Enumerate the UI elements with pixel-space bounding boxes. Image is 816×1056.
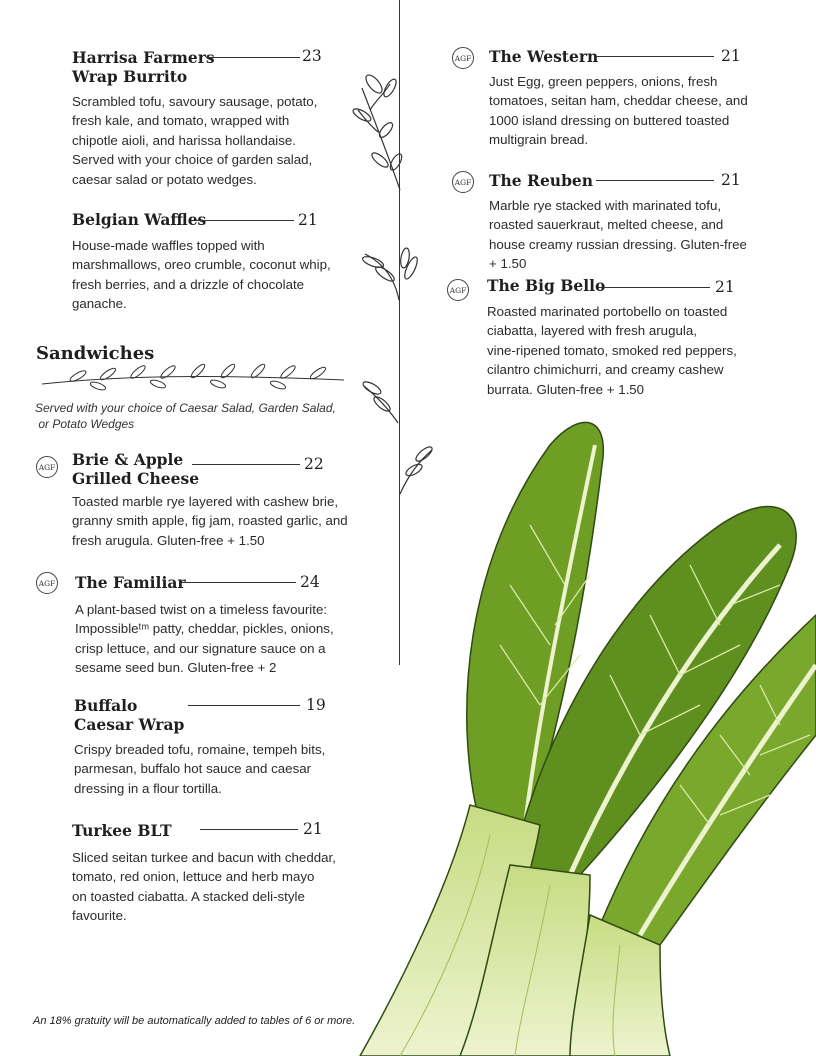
bok-choy-illustration	[340, 405, 816, 1056]
agf-badge: AGF	[452, 171, 474, 193]
menu-item-price: 23	[302, 47, 322, 65]
agf-badge: AGF	[447, 279, 469, 301]
price-leader-line	[192, 464, 300, 465]
menu-item-title: Brie & Apple Grilled Cheese	[72, 450, 200, 488]
menu-item-title: Turkee BLT	[72, 821, 172, 840]
price-leader-line	[188, 705, 300, 706]
price-leader-line	[206, 57, 300, 58]
menu-item-title: The Familiar	[75, 573, 186, 592]
menu-item-title: The Western	[489, 47, 599, 66]
agf-badge: AGF	[36, 456, 58, 478]
menu-item-title: The Big Bello	[487, 276, 606, 295]
agf-badge: AGF	[36, 572, 58, 594]
section-note: Served with your choice of Caesar Salad, Garden Salad, or Potato Wedges	[35, 401, 336, 431]
menu-item-price: 22	[304, 455, 324, 473]
gratuity-note: An 18% gratuity will be automatically added to tables of 6 or more.	[33, 1015, 356, 1027]
menu-item-title: Belgian Waffles	[72, 210, 207, 229]
branch-icon	[355, 240, 430, 310]
price-leader-line	[196, 220, 294, 221]
leaf-garland-icon	[38, 362, 348, 392]
menu-item-description: Scrambled tofu, savoury sausage, potato, fresh kale, and tomato, wrapped with chipotle aioli, and harissa hollandaise. Served with your choice of garden salad, caesar salad or potato wedges.	[72, 94, 318, 187]
menu-item-description: Roasted marinated portobello on toasted ciabatta, layered with fresh arugula, vine-ripened tomato, smoked red peppers, cilantro chimichurri, and creamy cashew burrata. Gluten-free + 1.50	[487, 304, 737, 397]
menu-item-price: 24	[300, 573, 320, 591]
menu-item-description: A plant-based twist on a timeless favourite: Impossibleᵗᵐ patty, cheddar, pickles, onions, crisp lettuce, and our signature sauce on a sesame seed bun. Gluten-free + 2	[75, 602, 334, 676]
section-heading: Sandwiches	[36, 343, 155, 364]
branch-icon	[350, 70, 430, 210]
menu-item-title: Buffalo Caesar Wrap	[74, 696, 185, 734]
menu-item-price: 21	[298, 211, 318, 229]
price-leader-line	[182, 582, 296, 583]
price-leader-line	[596, 180, 714, 181]
menu-item-title: Harrisa Farmers Wrap Burrito	[72, 48, 215, 86]
price-leader-line	[596, 56, 714, 57]
menu-item-price: 21	[715, 278, 735, 296]
menu-item-title: The Reuben	[489, 171, 594, 190]
menu-item-price: 21	[303, 820, 323, 838]
menu-item-description: Sliced seitan turkee and bacun with cheddar, tomato, red onion, lettuce and herb mayo on toasted ciabatta. A stacked deli-style favourite.	[72, 850, 336, 924]
menu-item-description: House-made waffles topped with marshmallows, oreo crumble, coconut whip, fresh berries, and a drizzle of chocolate ganache.	[72, 238, 331, 312]
menu-item-description: Crispy breaded tofu, romaine, tempeh bits, parmesan, buffalo hot sauce and caesar dressing in a flour tortilla.	[74, 742, 326, 796]
price-leader-line	[200, 829, 298, 830]
menu-item-price: 21	[721, 47, 741, 65]
agf-badge: AGF	[452, 47, 474, 69]
menu-item-description: Marble rye stacked with marinated tofu, roasted sauerkraut, melted cheese, and house creamy russian dressing. Gluten-free + 1.50	[489, 198, 747, 272]
menu-item-description: Just Egg, green peppers, onions, fresh tomatoes, seitan ham, cheddar cheese, and 1000 island dressing on buttered toasted multigrain bread.	[489, 74, 748, 148]
menu-item-description: Toasted marble rye layered with cashew brie, granny smith apple, fig jam, roasted garlic, and fresh arugula. Gluten-free + 1.50	[72, 494, 348, 548]
price-leader-line	[598, 287, 710, 288]
menu-item-price: 21	[721, 171, 741, 189]
menu-item-price: 19	[306, 696, 326, 714]
